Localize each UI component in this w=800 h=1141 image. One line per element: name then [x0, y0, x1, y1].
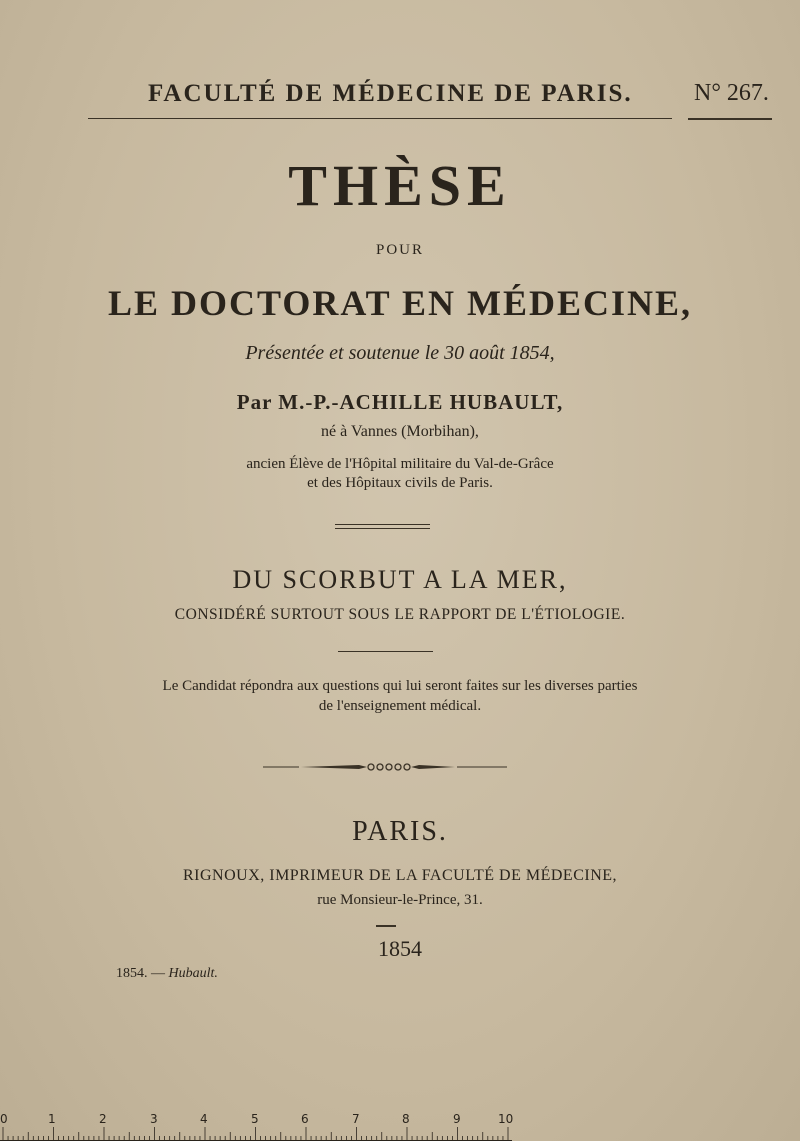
former-student-line-1: ancien Élève de l'Hôpital militaire du Val-de-Grâce	[246, 456, 554, 472]
ruler-label: 2	[99, 1112, 107, 1126]
footnote	[116, 966, 218, 982]
birthplace-line: né à Vannes (Morbihan),	[321, 423, 479, 440]
header-rule-right	[688, 118, 772, 120]
double-rule-divider	[335, 524, 430, 529]
candidate-note-line-2: de l'enseignement médical.	[318, 698, 482, 714]
header-rule	[88, 118, 672, 119]
single-rule-divider	[338, 651, 433, 652]
candidate-note-line-1: Le Candidat répondra aux questions qui lui seront faites sur les diverses parties	[162, 678, 638, 694]
footnote-dash: —	[147, 966, 169, 981]
footnote-author: Hubault.	[168, 966, 218, 981]
ruler-label: 4	[200, 1112, 208, 1126]
ruler-label: 1	[48, 1112, 56, 1126]
author-line: Par M.-P.-ACHILLE HUBAULT,	[236, 390, 564, 414]
imprint-year: 1854	[378, 936, 422, 961]
ruler-label: 9	[453, 1112, 461, 1126]
short-dash-divider	[376, 925, 396, 927]
imprint-printer: RIGNOUX, IMPRIMEUR DE LA FACULTÉ DE MÉDECINE,	[182, 867, 618, 884]
presentation-date: Présentée et soutenue le 30 août 1854,	[245, 342, 555, 364]
scale-ruler	[0, 1112, 512, 1141]
ruler-ticks	[0, 1127, 512, 1141]
ruler-label: 8	[402, 1112, 410, 1126]
imprint-city: PARIS.	[352, 816, 448, 847]
pour-label: POUR	[375, 242, 424, 258]
doctorat-heading: LE DOCTORAT EN MÉDECINE,	[107, 283, 693, 323]
ornamental-divider	[263, 760, 507, 774]
footnote-year: 1854.	[116, 966, 148, 981]
ruler-label: 5	[251, 1112, 259, 1126]
ruler-label: 6	[301, 1112, 309, 1126]
ruler-label: 10	[498, 1112, 514, 1126]
faculty-header: FACULTÉ DE MÉDECINE DE PARIS.	[148, 80, 633, 107]
ruler-label: 3	[150, 1112, 158, 1126]
ruler-label: 7	[352, 1112, 360, 1126]
these-title: THÈSE	[288, 153, 512, 218]
thesis-number: N° 267.	[694, 80, 769, 106]
subject-subtitle: CONSIDÉRÉ SURTOUT SOUS LE RAPPORT DE L'ÉTIOLOGIE.	[174, 606, 626, 623]
former-student-line-2: et des Hôpitaux civils de Paris.	[307, 475, 493, 491]
imprint-address: rue Monsieur-le-Prince, 31.	[317, 892, 483, 908]
ruler-label: 0	[0, 1112, 8, 1126]
subject-title: DU SCORBUT A LA MER,	[232, 565, 568, 594]
